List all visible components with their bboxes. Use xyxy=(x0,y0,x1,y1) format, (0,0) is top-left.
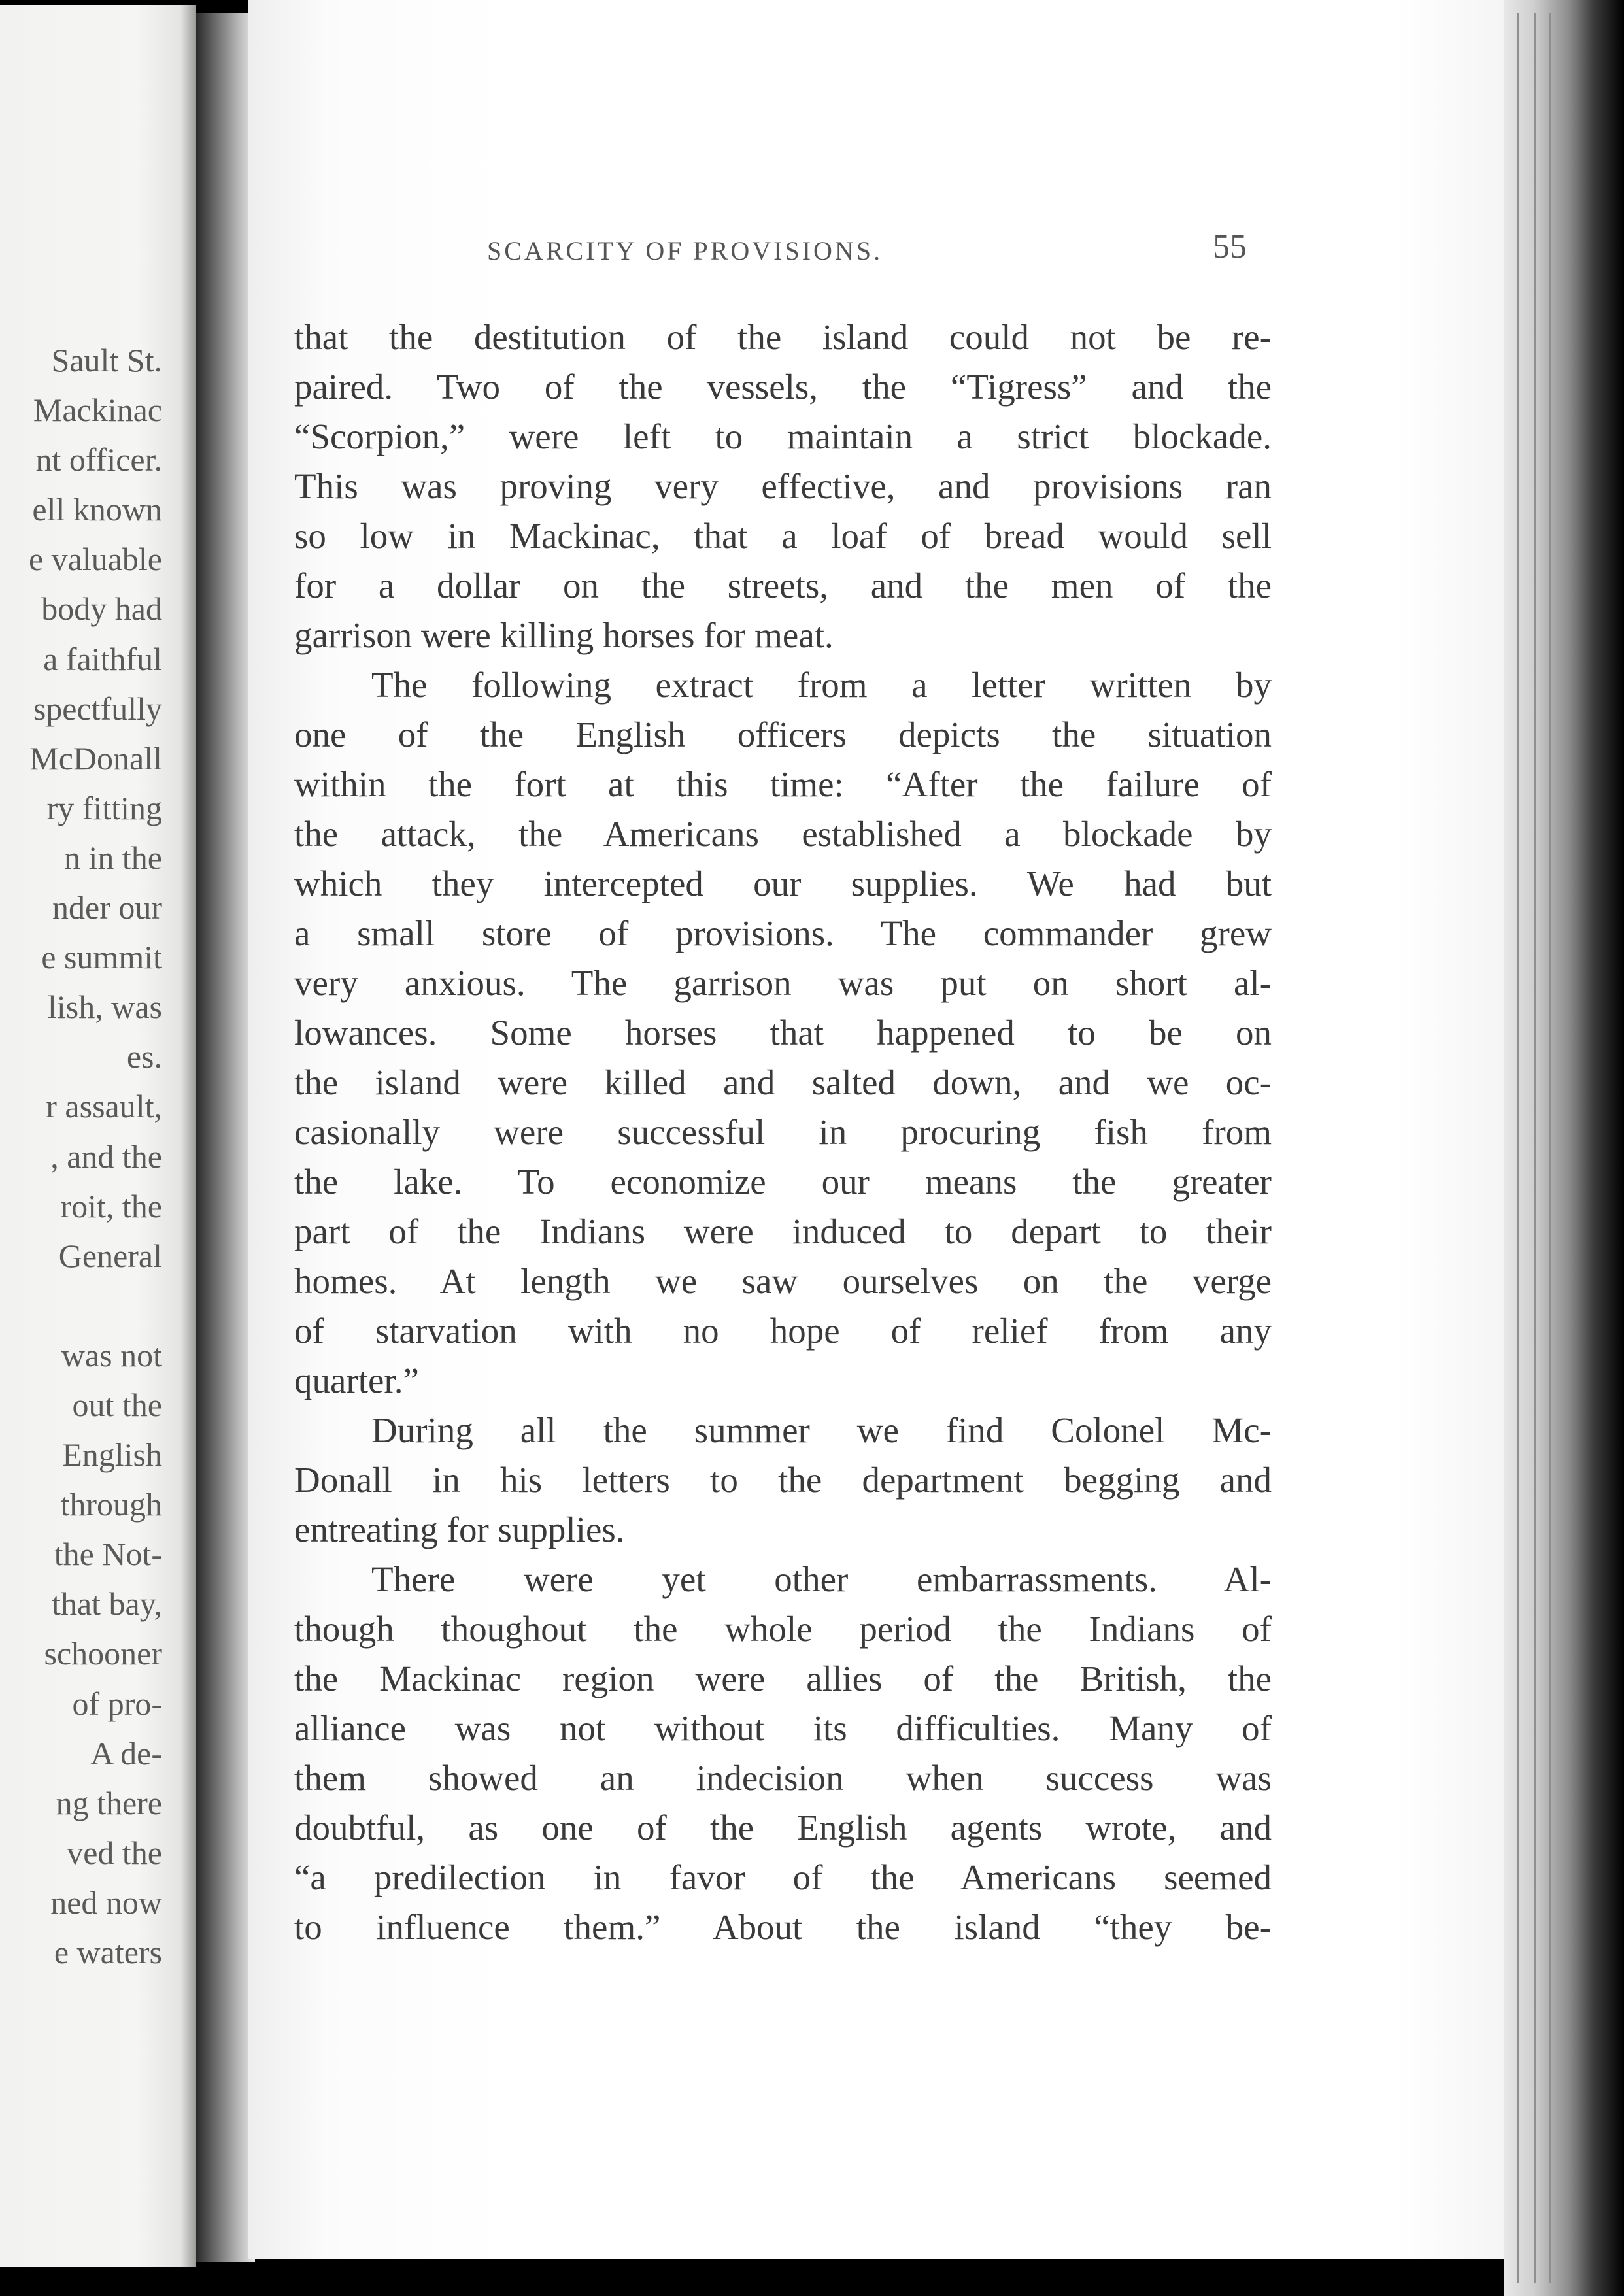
text-line: homes. At length we saw ourselves on the verge xyxy=(294,1261,1272,1301)
text-line: paired. Two of the vessels, the “Tigress” and the xyxy=(294,367,1272,407)
book-gutter-shadow xyxy=(196,13,255,2262)
text-line: “Scorpion,” were left to maintain a strict blockade. xyxy=(294,416,1272,456)
text-line: one of the English officers depicts the situation xyxy=(294,715,1272,754)
text-line: The following extract from a letter written by xyxy=(371,665,1272,705)
text-line: alliance was not without its difficulties. Many of xyxy=(294,1708,1272,1748)
text-line: part of the Indians were induced to depart to their xyxy=(294,1211,1272,1251)
left-page-line: out the xyxy=(72,1386,162,1423)
left-page-line: ned now xyxy=(50,1883,162,1921)
text-line: “a predilection in favor of the Americans seemed xyxy=(294,1857,1272,1897)
left-page-line: es. xyxy=(126,1038,162,1075)
text-line: There were yet other embarrassments. Al- xyxy=(371,1559,1272,1599)
left-page-line: General xyxy=(58,1237,162,1274)
text-line: them showed an indecision when success was xyxy=(294,1758,1272,1798)
text-line: casionally were successful in procuring fish from xyxy=(294,1112,1272,1152)
left-page-line: McDonall xyxy=(29,739,162,777)
left-page-line: of pro- xyxy=(72,1685,162,1722)
text-line: though thoughout the whole period the Indians of xyxy=(294,1609,1272,1649)
page-edge-line xyxy=(1517,13,1519,2283)
left-page-line: , and the xyxy=(50,1138,162,1175)
left-page-line: nder our xyxy=(52,889,162,926)
left-page-line: e waters xyxy=(54,1934,162,1970)
body-text xyxy=(294,312,1272,1952)
left-page-line: spectfully xyxy=(33,690,162,727)
left-page-line: roit, the xyxy=(60,1187,162,1224)
left-page-line: Sault St. xyxy=(51,342,162,379)
text-line: so low in Mackinac, that a loaf of bread would sell xyxy=(294,516,1272,556)
text-line: the island were killed and salted down, and we oc- xyxy=(294,1062,1272,1102)
left-page-line: schooner xyxy=(44,1635,162,1672)
left-page-line: a faithful xyxy=(43,640,162,677)
left-page-line: ell known xyxy=(32,491,162,528)
text-line: lowances. Some horses that happened to be on xyxy=(294,1013,1272,1053)
text-line: of starvation with no hope of relief from any xyxy=(294,1311,1272,1351)
text-line: which they intercepted our supplies. We had but xyxy=(294,864,1272,903)
left-page-line: n in the xyxy=(64,839,162,876)
text-line: that the destitution of the island could not be re- xyxy=(294,317,1272,357)
left-page-text xyxy=(0,335,162,1977)
text-line: garrison were killing horses for meat. xyxy=(294,615,834,655)
text-line: to influence them.” About the island “they be- xyxy=(294,1907,1272,1947)
left-page-line: through xyxy=(60,1486,162,1523)
left-page-line: was not xyxy=(61,1336,162,1374)
left-page-line: e valuable xyxy=(28,541,162,578)
left-page-line: the Not- xyxy=(54,1536,162,1573)
text-line: doubtful, as one of the English agents wrote, and xyxy=(294,1808,1272,1848)
left-page-line: A de- xyxy=(90,1734,162,1772)
left-page-line: ng there xyxy=(56,1784,162,1821)
page-edges xyxy=(1504,0,1624,2296)
text-line: quarter.” xyxy=(294,1360,419,1400)
left-facing-page xyxy=(0,5,196,2267)
page-number: 55 xyxy=(1213,228,1247,265)
left-page-line: r assault, xyxy=(46,1088,162,1125)
text-line: This was proving very effective, and provisions ran xyxy=(294,466,1272,506)
text-line: a small store of provisions. The commander grew xyxy=(294,913,1272,953)
page-edge-line xyxy=(1534,13,1536,2283)
left-page-line: e summit xyxy=(41,939,162,976)
left-page-line xyxy=(0,1281,162,1330)
left-page-line: lish, was xyxy=(48,988,162,1026)
text-line: Donall in his letters to the department begging and xyxy=(294,1460,1272,1500)
left-page-line: ved the xyxy=(67,1834,162,1871)
text-line: for a dollar on the streets, and the men of the xyxy=(294,566,1272,605)
left-page-line: ry fitting xyxy=(46,789,162,826)
text-line: entreating for supplies. xyxy=(294,1510,625,1549)
left-page-line: nt officer. xyxy=(35,441,162,479)
text-line: the Mackinac region were allies of the British, the xyxy=(294,1659,1272,1698)
left-page-line: that bay, xyxy=(52,1585,162,1623)
left-page-line: Mackinac xyxy=(33,392,162,429)
text-line: During all the summer we find Colonel Mc- xyxy=(371,1410,1272,1450)
text-line: within the fort at this time: “After the failure of xyxy=(294,764,1272,804)
text-line: the attack, the Americans established a blockade by xyxy=(294,814,1272,854)
page-edge-line xyxy=(1549,13,1551,2283)
running-head: SCARCITY OF PROVISIONS. xyxy=(487,236,883,265)
left-page-line: English xyxy=(62,1436,162,1474)
text-line: very anxious. The garrison was put on short al- xyxy=(294,963,1272,1003)
left-page-line: body had xyxy=(41,590,162,628)
text-line: the lake. To economize our means the greater xyxy=(294,1162,1272,1202)
